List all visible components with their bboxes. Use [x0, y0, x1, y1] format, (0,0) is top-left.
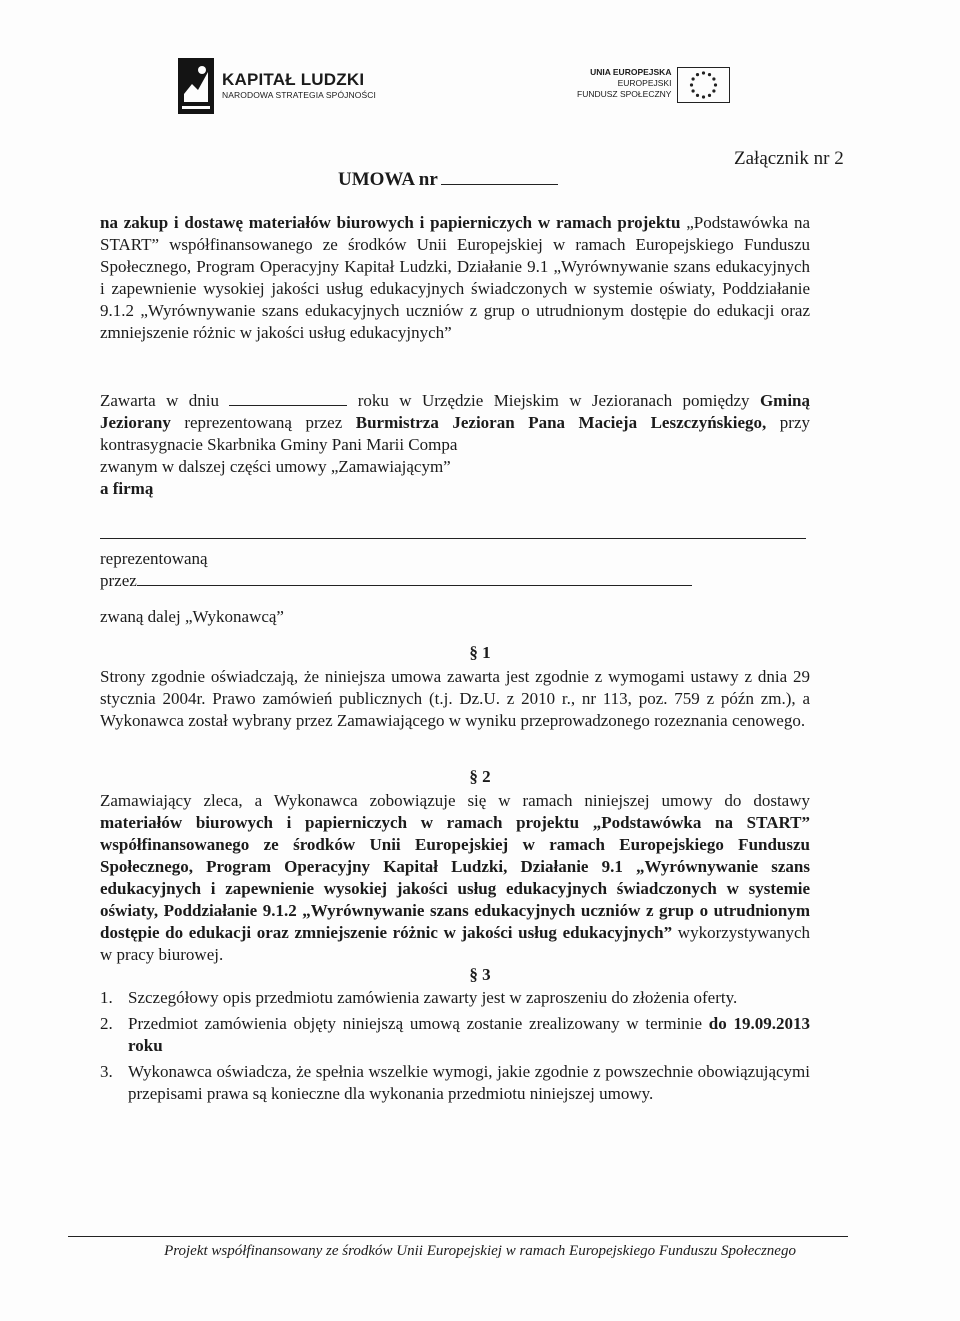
concluded-place-text: roku w Urzędzie Miejskim w Jezioranach pomiędzy	[357, 391, 750, 410]
eu-flag-icon	[677, 67, 730, 103]
section-2-intro: Zamawiający zleca, a Wykonawca zobowiązuje się w ramach niniejszej umowy do dostawy	[100, 791, 810, 810]
represented-by-text: reprezentowaną przez	[184, 413, 343, 432]
section-2-title: § 2	[469, 767, 491, 786]
logo-subtitle: NARODOWA STRATEGIA SPÓJNOŚCI	[222, 90, 376, 100]
list-item-text: Wykonawca oświadcza, że spełnia wszelkie wymogi, jakie zgodnie z powszechnie obowiązującymi przepisami prawa są konieczne dla wykonania przedmiotu niniejszej umowy.	[128, 1062, 810, 1103]
list-item	[100, 1061, 810, 1105]
footer-divider	[68, 1236, 848, 1237]
deadline-date: do 19.09.2013 roku	[128, 1014, 810, 1055]
and-company-text: a firmą	[100, 479, 154, 498]
section-2-end: wykorzystywanych w pracy biurowej.	[100, 923, 810, 964]
countersignature-text: przy kontrasygnacie Skarbnika Gminy Pani Marii Compa	[100, 413, 810, 454]
contractor-called-text: zwaną dalej „Wykonawcą”	[100, 607, 284, 626]
contract-title-text: UMOWA nr	[338, 169, 438, 190]
list-item	[100, 987, 810, 1009]
section-3-list	[100, 987, 810, 1109]
list-item-text	[128, 1013, 810, 1057]
list-item	[100, 1013, 810, 1057]
logo-title: KAPITAŁ LUDZKI	[222, 70, 365, 89]
by-text: przez	[100, 571, 137, 590]
list-item-number: 1.	[100, 988, 113, 1007]
subject-rest: „Podstawówka na START” współfinansowanego ze środków Unii Europejskiej w ramach Europejskiego Funduszu Społecznego, Program Operacyjny Kapitał Ludzki, Działanie 9.1 „Wyrównywanie szans edukacyjnych i zapewnienie wysokiej jakości usług edukacyjnych świadczonych w systemie oświaty, Poddziałanie 9.1.2 „Wyrównywanie szans edukacyjnych uczniów z grup o utrudnionym dostępie do edukacji oraz zmniejszenie różnic w jakości usług edukacyjnych”	[100, 213, 810, 342]
kapital-ludzki-logo	[178, 58, 376, 114]
represented-text: reprezentowaną	[100, 549, 208, 568]
date-blank	[229, 390, 347, 406]
mayor-name: Burmistrza Jezioran Pana Macieja Leszczyńskiego,	[355, 413, 767, 432]
footer-text: Projekt współfinansowany ze środków Unii Europejskiej w ramach Europejskiego Funduszu Społecznego	[164, 1243, 796, 1259]
section-1-text: Strony zgodnie oświadczają, że niniejsza umowa zawarta jest zgodnie z wymogami ustawy z dnia 29 stycznia 2004r. Prawo zamówień publicznych (t.j. Dz.U. z 2010 r., nr 113, poz. 759 z późn zm.), a Wykonawca został wybrany przez Zamawiającego w wyniku przeprowadzonego rozeznania cenowego.	[100, 667, 810, 730]
eu-logo	[577, 67, 730, 103]
kapital-ludzki-emblem-icon	[178, 58, 214, 114]
eu-logo-line2: EUROPEJSKI	[617, 78, 672, 88]
annex-label: Załącznik nr 2	[734, 148, 844, 169]
parties-block	[100, 390, 810, 500]
contract-number-blank	[441, 168, 558, 185]
list-item-number: 2.	[100, 1014, 113, 1033]
contract-title	[338, 168, 558, 191]
section-2-subject: materiałów biurowych i papierniczych w ramach projektu „Podstawówka na START” współfinansowanego ze środków Unii Europejskiej w ramach Europejskiego Funduszu Społecznego, Program Operacyjny Kapitał Ludzki, Działanie 9.1 „Wyrównywanie szans edukacyjnych i zapewnienie wysokiej jakości usług edukacyjnych świadczonych w systemie oświaty, Poddziałanie 9.1.2 „Wyrównywanie szans edukacyjnych uczniów z grup o utrudnionym dostępie do edukacji oraz zmniejszenie różnic w jakości usług edukacyjnych”	[100, 813, 810, 942]
section-2-text	[100, 790, 810, 966]
municipality-name: Gminą Jeziorany	[100, 391, 811, 432]
eu-logo-line3: FUNDUSZ SPOŁECZNY	[577, 89, 672, 99]
list-item-text: Szczegółowy opis przedmiotu zamówienia zawarty jest w zaproszeniu do złożenia oferty.	[128, 988, 738, 1007]
deadline-text: Przedmiot zamówienia objęty niniejszą umową zostanie zrealizowany w terminie	[128, 1014, 703, 1033]
list-item-number: 3.	[100, 1062, 113, 1081]
section-3-title: § 3	[469, 965, 491, 984]
company-name-blank	[100, 538, 806, 539]
concluded-on-text: Zawarta w dniu	[100, 391, 219, 410]
contract-subject	[100, 212, 810, 344]
section-1-title: § 1	[469, 643, 491, 662]
representative-blank	[137, 570, 692, 586]
contractor-block	[100, 548, 692, 628]
eu-logo-line1: UNIA EUROPEJSKA	[590, 67, 672, 77]
ordering-party-text: zwanym w dalszej części umowy „Zamawiającym”	[100, 457, 451, 476]
subject-bold: na zakup i dostawę materiałów biurowych i papierniczych w ramach projektu	[100, 213, 681, 232]
